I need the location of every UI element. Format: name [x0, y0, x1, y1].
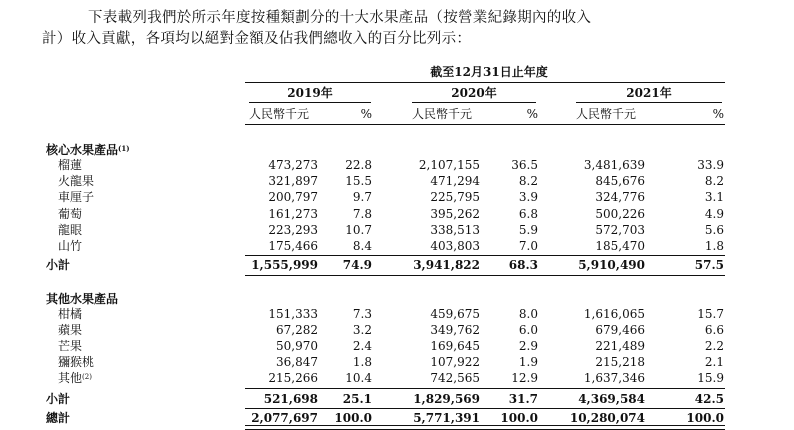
amount-cell: 395,262	[430, 206, 480, 221]
percent-cell: 15.9	[697, 371, 724, 385]
period-heading: 截至12月31日止年度	[430, 65, 548, 79]
row-label: 火龍果	[58, 174, 95, 189]
percent-cell: 3.9	[518, 190, 538, 205]
amount-cell: 2,107,155	[418, 158, 480, 172]
amount-cell: 349,762	[430, 323, 480, 337]
amount-cell: 3,941,822	[413, 258, 480, 272]
percent-cell: 3.1	[704, 190, 724, 205]
amount-cell: 3,481,639	[583, 158, 645, 172]
subtotal-bottom-rule	[245, 275, 725, 276]
row-label: 葡萄	[58, 206, 83, 221]
percent-cell: 7.3	[352, 307, 372, 321]
amount-cell: 403,803	[430, 239, 480, 253]
row-label	[58, 323, 178, 337]
year-heading: 2020年	[451, 86, 497, 100]
percent-cell: 2.9	[518, 339, 538, 353]
amount-cell: 321,897	[268, 174, 318, 189]
intro-line-1: 下表載列我們於所示年度按種類劃分的十大水果產品（按營業紀錄期內的收入	[88, 10, 592, 26]
amount-cell: 169,645	[430, 339, 480, 353]
percent-cell: 1.9	[518, 355, 538, 369]
percent-cell: 42.5	[694, 392, 724, 406]
percent-cell: 10.4	[345, 371, 372, 385]
percent-cell: 74.9	[342, 258, 372, 272]
intro-paragraph	[42, 8, 782, 50]
amount-cell: 4,369,584	[578, 392, 645, 406]
amount-column-header: 人民幣千元	[576, 107, 637, 121]
percent-cell: 6.0	[518, 323, 538, 337]
percent-cell: 2.1	[704, 355, 724, 369]
percent-cell: 3.2	[352, 323, 372, 337]
amount-cell: 1,616,065	[583, 307, 645, 321]
amount-cell: 215,218	[595, 355, 645, 369]
percent-cell: 6.8	[518, 206, 538, 221]
amount-cell: 742,565	[430, 371, 480, 385]
amount-cell: 521,698	[263, 392, 318, 406]
amount-cell: 225,795	[430, 190, 480, 205]
amount-cell: 215,266	[268, 371, 318, 385]
percent-cell: 7.0	[518, 239, 538, 253]
amount-cell: 67,282	[276, 323, 318, 337]
row-label: 龍眼	[58, 222, 83, 237]
percent-cell: 22.8	[345, 158, 372, 172]
percent-cell: 36.5	[511, 158, 538, 172]
amount-cell: 1,829,569	[413, 392, 480, 406]
amount-cell: 338,513	[430, 222, 480, 237]
amount-cell: 679,466	[595, 323, 645, 337]
row-label-text: 蘋果	[58, 323, 83, 337]
amount-cell: 161,273	[268, 206, 318, 221]
year-heading: 2019年	[287, 86, 333, 100]
amount-cell: 175,466	[268, 239, 318, 253]
amount-cell: 459,675	[430, 307, 480, 321]
amount-column-header: 人民幣千元	[249, 107, 310, 121]
subtotal-top-rule	[245, 388, 725, 389]
row-label-text: 獼猴桃	[58, 355, 95, 369]
row-label-text: 芒果	[58, 339, 83, 353]
percent-cell: 15.5	[345, 174, 372, 189]
year-underline	[412, 102, 536, 103]
percent-cell: 100.0	[686, 411, 724, 425]
amount-cell: 1,637,346	[583, 371, 645, 385]
row-label	[58, 339, 178, 353]
amount-cell: 1,555,999	[251, 258, 318, 272]
amount-cell: 221,489	[595, 339, 645, 353]
amount-cell: 5,910,490	[578, 258, 645, 272]
percent-column-header: %	[712, 107, 724, 121]
amount-cell: 107,922	[430, 355, 480, 369]
percent-cell: 8.2	[704, 174, 724, 189]
amount-cell: 500,226	[595, 206, 645, 221]
amount-cell: 10,280,074	[569, 411, 645, 425]
percent-cell: 25.1	[342, 392, 372, 406]
year-heading: 2021年	[626, 86, 672, 100]
percent-cell: 100.0	[500, 411, 538, 425]
amount-cell: 572,703	[595, 222, 645, 237]
amount-cell: 185,470	[595, 239, 645, 253]
amount-cell: 50,970	[276, 339, 318, 353]
section-title-core: 核心水果產品$^{(1)}$	[46, 143, 130, 157]
percent-cell: 2.2	[704, 339, 724, 353]
percent-cell: 10.7	[345, 222, 372, 237]
subtotal-label: 小計	[46, 392, 71, 406]
total-label: 總計	[46, 411, 71, 425]
intro-line-2: 計）收入貢獻，各項均以絕對金額及佔我們總收入的百分比列示：	[42, 31, 472, 47]
row-label-text: 其他	[58, 371, 83, 385]
footnote-ref: (1)	[118, 144, 130, 153]
amount-cell: 324,776	[595, 190, 645, 205]
row-label	[58, 371, 178, 385]
subtotal-label: 小計	[46, 258, 71, 272]
row-label	[58, 355, 178, 369]
percent-cell: 7.8	[352, 206, 372, 221]
percent-cell: 33.9	[697, 158, 724, 172]
percent-cell: 8.0	[518, 307, 538, 321]
amount-cell: 223,293	[268, 222, 318, 237]
year-underline	[576, 102, 722, 103]
subtotal-top-rule	[245, 255, 725, 256]
amount-cell: 151,333	[268, 307, 318, 321]
percent-cell: 68.3	[508, 258, 538, 272]
percent-cell: 57.5	[694, 258, 724, 272]
amount-cell: 200,797	[268, 190, 318, 205]
percent-column-header: %	[360, 107, 372, 121]
percent-cell: 5.9	[518, 222, 538, 237]
amount-column-header: 人民幣千元	[412, 107, 473, 121]
amount-cell: 473,273	[268, 158, 318, 172]
amount-cell: 471,294	[430, 174, 480, 189]
amount-cell: 5,771,391	[413, 411, 480, 425]
percent-cell: 100.0	[334, 411, 372, 425]
row-label: 車厘子	[58, 190, 95, 205]
percent-cell: 31.7	[508, 392, 538, 406]
percent-cell: 12.9	[511, 371, 538, 385]
amount-cell: 36,847	[276, 355, 318, 369]
year-underline	[249, 102, 371, 103]
row-label	[58, 307, 178, 321]
percent-cell: 6.6	[704, 323, 724, 337]
row-label: 山竹	[58, 239, 83, 253]
row-label: 榴蓮	[58, 158, 83, 172]
footnote-ref: (2)	[82, 373, 92, 381]
percent-cell: 15.7	[697, 307, 724, 321]
total-double-rule	[245, 425, 725, 430]
percent-cell: 8.2	[518, 174, 538, 189]
row-label-text: 柑橘	[58, 307, 83, 321]
percent-column-header: %	[526, 107, 538, 121]
percent-cell: 1.8	[352, 355, 372, 369]
percent-cell: 5.6	[704, 222, 724, 237]
header-rule	[245, 82, 725, 83]
amount-cell: 2,077,697	[251, 411, 318, 425]
percent-cell: 8.4	[352, 239, 372, 253]
percent-cell: 4.9	[704, 206, 724, 221]
percent-cell: 2.4	[352, 339, 372, 353]
header-bottom-rule	[245, 124, 725, 125]
percent-cell: 1.8	[704, 239, 724, 253]
percent-cell: 9.7	[352, 190, 372, 205]
section-title-other: 其他水果產品	[46, 292, 119, 306]
amount-cell: 845,676	[595, 174, 645, 189]
total-top-rule	[245, 408, 725, 409]
